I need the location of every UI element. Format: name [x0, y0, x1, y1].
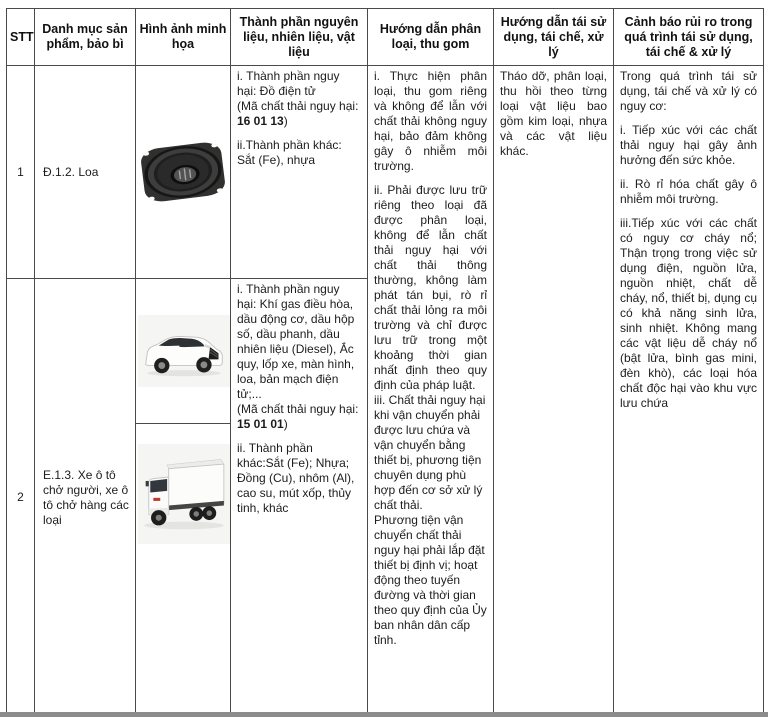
header-composition: Thành phần nguyên liệu, nhiên liệu, vật liệu	[231, 9, 368, 66]
header-image: Hình ảnh minh họa	[136, 9, 231, 66]
header-category: Danh mục sản phẩm, bảo bì	[35, 9, 136, 66]
row1-category: Đ.1.2. Loa	[35, 66, 136, 279]
row2-truck-image-cell	[136, 424, 231, 717]
collection-p2: ii. Phải được lưu trữ riêng theo loại đã được phân loại, không để lẫn chất thải nguy hại với chất thải thông thường, không làm phát tán bụi, rò rỉ chất thải lỏng ra môi trường và chỉ được lưu trữ trong một khoảng thời gian nhất định theo quy định của pháp luật.	[374, 183, 487, 392]
warning-p1: i. Tiếp xúc với các chất thải nguy hại gây ảnh hưởng đến sức khỏe.	[620, 123, 757, 167]
warning-p2: ii. Rò rỉ hóa chất gây ô nhiễm môi trường.	[620, 177, 757, 206]
row1-code-bold: 16 01 13	[237, 114, 284, 128]
reuse-text: Tháo dỡ, phân loại, thu hồi theo từng loại vật liệu bao gồm kim loại, nhựa và các vật liệu khác.	[500, 69, 607, 158]
speaker-photo-icon	[140, 129, 226, 215]
header-warning: Cảnh báo rủi ro trong quá trình tái sử dụng, tái chế & xử lý	[614, 9, 764, 66]
header-reuse: Hướng dẫn tái sử dụng, tái chế, xử lý	[494, 9, 614, 66]
row2-code-bold: 15 01 01	[237, 417, 284, 431]
warning-p3: iii.Tiếp xúc với các chất có nguy cơ cháy nổ; Thận trọng trong việc sử dụng điện, nguồn lửa, nguồn nhiệt, chất dễ cháy, nổ, thiết bị, dụng cụ có khả năng sinh lửa, sinh nhiệt. Không mang các vật liệu dễ cháy nổ (bật lửa, bình gas mini, đèn khò), các loại hóa chất độc hại vào khu vực lưu chứa	[620, 216, 757, 410]
header-stt: STT	[7, 9, 35, 66]
row1-stt: 1	[7, 66, 35, 279]
row1-hazard-code: (Mã chất thải nguy hại: 16 01 13)	[237, 99, 359, 128]
warning-cell	[614, 66, 764, 717]
truck-photo-icon	[138, 444, 230, 544]
collection-p4: Phương tiện vận chuyển chất thải nguy hại phải lắp đặt thiết bị định vị; hoạt động theo tuyến đường và thời gian theo quy định của Ủy ban nhân dân cấp tỉnh.	[374, 513, 487, 647]
row2-category: E.1.3. Xe ô tô chở người, xe ô tô chở hàng các loại	[35, 279, 136, 717]
row2-composition	[231, 279, 368, 717]
collection-p1: i. Thực hiện phân loại, thu gom riêng và không để lẫn với chất thải không nguy hại, bảo đảm không gây ô nhiễm môi trường.	[374, 69, 487, 173]
warning-intro: Trong quá trình tái sử dụng, tái chế và xử lý có nguy cơ:	[620, 69, 757, 113]
suv-photo-icon	[138, 315, 230, 387]
row1-hazard-text: i. Thành phần nguy hại: Đồ điện tử	[237, 69, 340, 98]
header-row	[7, 9, 764, 66]
row2-hazard-code: (Mã chất thải nguy hại: 15 01 01)	[237, 402, 359, 431]
product-recycling-table	[6, 8, 764, 717]
row1-other-text: ii.Thành phần khác: Sắt (Fe), nhựa	[237, 138, 342, 167]
header-collection: Hướng dẫn phân loại, thu gom	[368, 9, 494, 66]
reuse-cell	[494, 66, 614, 717]
page-bottom-edge	[0, 712, 768, 717]
row2-stt: 2	[7, 279, 35, 717]
row2-suv-image-cell	[136, 279, 231, 424]
row2-hazard-text: i. Thành phần nguy hại: Khí gas điều hòa, dầu động cơ, dầu hộp số, dầu phanh, dầu nhiên liệu (Diesel), Ắc quy, lốp xe, màn hình, loa, bản mạch điện tử;...	[237, 282, 355, 401]
row1-image-cell	[136, 66, 231, 279]
collection-cell	[368, 66, 494, 717]
row2-other-text: ii. Thành phần khác:Sắt (Fe); Nhựa; Đồng (Cu), nhôm (Al), cao su, mút xốp, thủy tinh, khác	[237, 441, 355, 515]
table-row-1	[7, 66, 764, 279]
collection-p3: iii. Chất thải nguy hại khi vận chuyển phải được lưu chứa và vận chuyển bằng thiết bị, phương tiện chuyên dụng phù hợp đến cơ sở xử lý chất thải.	[374, 393, 486, 512]
row1-composition	[231, 66, 368, 279]
